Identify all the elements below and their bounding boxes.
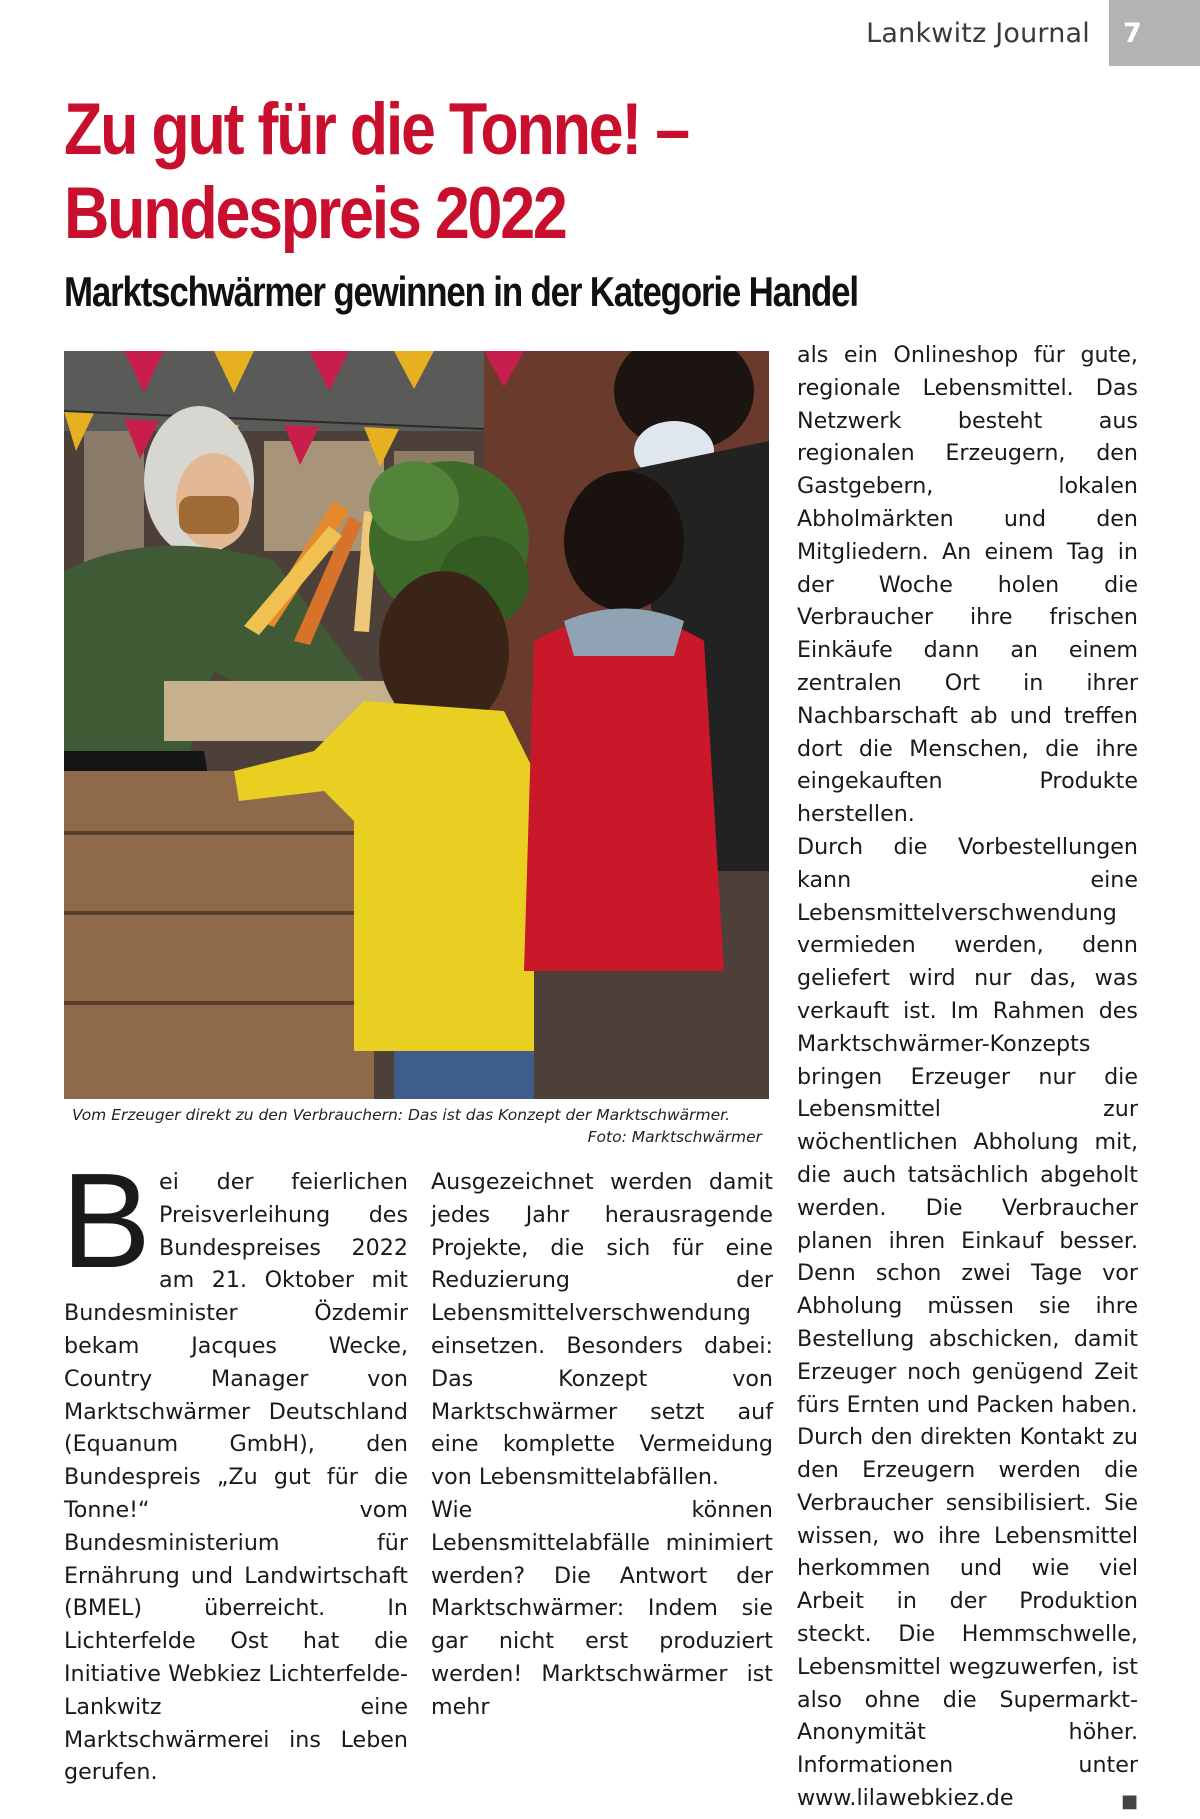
col3-paragraph-3 — [797, 1421, 1138, 1815]
headline-line-1: Zu gut für die Tonne! – — [64, 89, 688, 170]
photo-credit: Foto: Marktschwärmer — [587, 1128, 762, 1146]
end-mark: ■ — [1120, 1791, 1138, 1813]
photo-caption — [72, 1104, 762, 1148]
page-number: 7 — [1123, 18, 1142, 49]
article-column-1 — [61, 1145, 408, 1789]
col3-paragraph-2: Durch die Vorbestellungen kann eine Lebensmittelverschwendung vermieden werden, denn geliefert wird nur das, was verkauft ist. Im Rahmen des Marktschwärmer-Konzepts bringen Erzeuger nur die Lebensmittel zur wöchentlichen Abholung mit, die auch tatsächlich abgeholt werden. Die Verbraucher planen ihren Einkauf besser. Denn schon zwei Tage vor Abholung müssen sie ihre Bestellung abschicken, damit Erzeuger noch genügend Zeit fürs Ernten und Packen haben. — [797, 833, 1138, 1418]
article-headline — [64, 88, 924, 256]
caption-text: Vom Erzeuger direkt zu den Verbrauchern: Das ist das Konzept der Marktschwärmer. — [72, 1106, 731, 1124]
intro-text: ei der feierlichen Preisverleihung des Bundespreises 2022 am 21. Oktober mit Bundesminister Özdemir bekam Jacques Wecke, Country Manager von Marktschwärmer Deutschland (Equanum GmbH), den Bundespreis „Zu gut für die Tonne!“ vom Bundesministerium für Ernährung und Landwirtschaft (BMEL) überreicht. In Lichterfelde Ost hat die Initiative Webkiez Lichterfelde-Lankwitz eine Marktschwärmerei ins Leben gerufen. — [64, 1169, 408, 1786]
col2-paragraph-2: Wie können Lebensmittelabfälle minimiert werden? Die Antwort der Marktschwärmer: Indem sie gar nicht erst produziert werden! Marktschwärmer ist mehr — [431, 1496, 773, 1720]
article-column-2 — [431, 1166, 773, 1724]
col3-paragraph-1: als ein Onlineshop für gute, regionale Lebensmittel. Das Netzwerk besteht aus regionalen Erzeugern, den Gastgebern, lokalen Abholmärkten und den Mitgliedern. An einem Tag in der Woche holen die Verbraucher ihre frischen Einkäufe dann an einem zentralen Ort in ihrer Nachbarschaft ab und treffen dort die Menschen, die ihre eingekauften Produkte herstellen. — [797, 342, 1138, 828]
dropcap: B — [61, 1145, 152, 1296]
journal-name: Lankwitz Journal — [866, 18, 1090, 49]
col3-paragraph-3-text: Durch den direkten Kontakt zu den Erzeugern werden die Verbraucher sensibilisiert. Sie wissen, wo ihre Lebensmittel herkommen und wie viel Arbeit in der Produktion steckt. Die Hemmschwelle, Lebensmittel wegzuwerfen, ist also ohne die Supermarkt-Anonymität höher. Informationen unter www.lilawebkiez.de — [797, 1424, 1138, 1812]
article-photo — [64, 351, 769, 1099]
article-subheadline: Marktschwärmer gewinnen in der Kategorie Handel — [64, 268, 858, 315]
headline-line-2: Bundespreis 2022 — [64, 173, 566, 254]
market-photo-illustration — [64, 351, 769, 1099]
article-column-3 — [797, 339, 1138, 1819]
col2-paragraph-1: Ausgezeichnet werden damit jedes Jahr herausragende Projekte, die sich für eine Reduzierung der Lebensmittelverschwendung einsetzen. Besonders dabei: Das Konzept von Marktschwärmer setzt auf eine komplette Vermeidung von Lebensmittelabfällen. — [431, 1169, 773, 1491]
intro-paragraph — [61, 1145, 408, 1789]
